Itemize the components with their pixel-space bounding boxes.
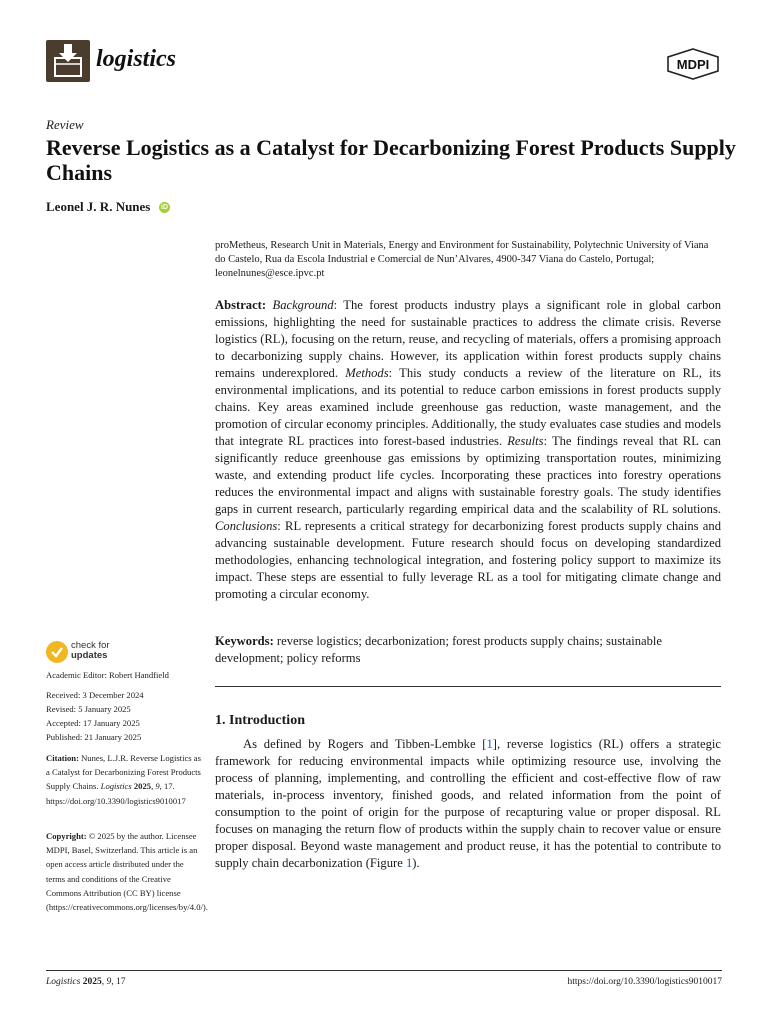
article-title: Reverse Logistics as a Catalyst for Decarbonizing Forest Products Supply Chains [46,135,736,185]
citation-text-1: Nunes, L.J.R. Reverse Logistics as a Catalyst for Decarbonizing Forest Products Supply Chains. [46,753,201,792]
keywords-label: Keywords: [215,634,274,648]
citation-year: 2025 [131,781,152,792]
results-label: Results [507,434,544,448]
mdpi-logo [666,48,720,80]
introduction-paragraph [215,736,721,872]
abstract [215,297,721,603]
published-date: Published: 21 January 2025 [46,732,142,742]
results-text: : The findings reveal that RL can significantly reduce greenhouse gas emissions by optimizing transportation routes, minimizing waste, and extending product life cycles. Incorporating these practices into forestry operations reduces the environmental impact and aligns with sustainable forestry goals. The study identifies gaps in current research, particularly regarding empirical data and the scalability of RL solutions. [215,434,721,516]
article-type: Review [46,117,84,132]
reference-link[interactable]: 1 [486,737,493,751]
orcid-icon[interactable]: iD [161,204,168,211]
methods-text: : This study conducts a review of the literature on RL, its environmental implications, and its potential to reduce carbon emissions in forest products supply chains. Key areas examined include greenhouse gas reduction, waste management, and the promotion of circular economy principles. Additionally, the study evaluates case studies and models that integrate RL practices into forest-based industries. [215,366,721,448]
intro-text-1: As defined by Rogers and Tibben-Lembke [ [243,737,487,751]
footer-divider [46,970,722,971]
section-heading-introduction: 1. Introduction [215,713,305,728]
copyright [46,829,208,914]
copyright-text: © 2025 by the author. Licensee MDPI, Basel, Switzerland. This article is an open access article distributed under the terms and conditions of the Creative Commons Attribution (CC BY) license (https://creativecommons.org/licenses/by/4.0/). [46,831,208,913]
received-date: Received: 3 December 2024 [46,690,144,700]
check-updates-line1: check for [71,640,110,651]
conclusions-label: Conclusions [215,519,278,533]
section-divider [215,686,721,687]
mdpi-logo-text: MDPI [676,57,710,72]
abstract-label: Abstract: [215,298,267,312]
accepted-date: Accepted: 17 January 2025 [46,718,140,728]
affiliation: proMetheus, Research Unit in Materials, Energy and Environment for Sustainability, Polytechnic University of Viana do Castelo, Rua da Escola Industrial e Comercial de Nun’Alvares, 4900-347 Viana do Castelo, Portugal; leonelnunes@esce.ipvc.pt [215,240,709,279]
citation-journal: Logistics [100,781,132,792]
check-updates-line2: updates [71,650,108,661]
author-name[interactable]: Leonel J. R. Nunes [46,199,151,214]
background-label: Background [272,298,334,312]
citation-label: Citation: [46,753,79,763]
intro-text-3: ). [412,856,420,870]
revised-date: Revised: 5 January 2025 [46,704,131,714]
conclusions-text: : RL represents a critical strategy for decarbonizing forest products supply chains and advancing sustainable development. Future research should focus on developing standardized methodologies, enhancing technological integration, and fostering policy support to maximize its impact. These steps are essential to fully leverage RL as a tool for mitigating climate change and promoting a circular economy. [215,519,721,601]
citation-text-2[interactable]: , 17. https://doi.org/10.3390/logistics9010017 [46,781,186,806]
footer-article: , 17 [111,977,126,987]
journal-name: logistics [96,46,177,72]
keywords-text: reverse logistics; decarbonization; forest products supply chains; sustainable development; policy reforms [215,634,662,665]
footer-year: 2025 [80,977,102,987]
academic-editor: Academic Editor: Robert Handfield [46,670,169,680]
copyright-label: Copyright: [46,831,87,841]
background-text: : The forest products industry plays a significant role in global carbon emissions, highlighting the need for sustainable practices to address the climate crisis. Reverse logistics (RL), focusing on the return, reuse, and recycling of materials, offers a promising approach to decarbonizing supply chains. However, its application within forest products supply chains remains underexplored. [215,298,721,380]
figure-link[interactable]: 1 [405,856,413,870]
footer-doi-link[interactable]: https://doi.org/10.3390/logistics9010017 [567,977,722,987]
footer-citation [46,977,125,987]
intro-text-2: ], reverse logistics (RL) offers a strategic framework for reducing environmental impacts while optimizing resource use, involving the process of planning, implementing, and controlling the efficient and cost-effective flow of raw materials, in-process inventory, finished goods, and related information from the point of consumption to the point of origin for the purpose of recapturing value or proper disposal. RL focuses on managing the return flow of products within the supply chain to recover value or ensure proper disposal. Beyond waste management and product reuse, it has the potential to contribute to supply chain decarbonization (Figure [215,737,721,870]
footer-journal: Logistics [46,977,81,987]
citation-volume: , 9 [151,781,160,792]
check-updates-icon [46,641,68,663]
citation [46,751,201,808]
footer-volume: , 9 [101,977,112,987]
journal-logo-icon [46,40,90,82]
keywords [215,633,721,667]
methods-label: Methods [345,366,389,380]
